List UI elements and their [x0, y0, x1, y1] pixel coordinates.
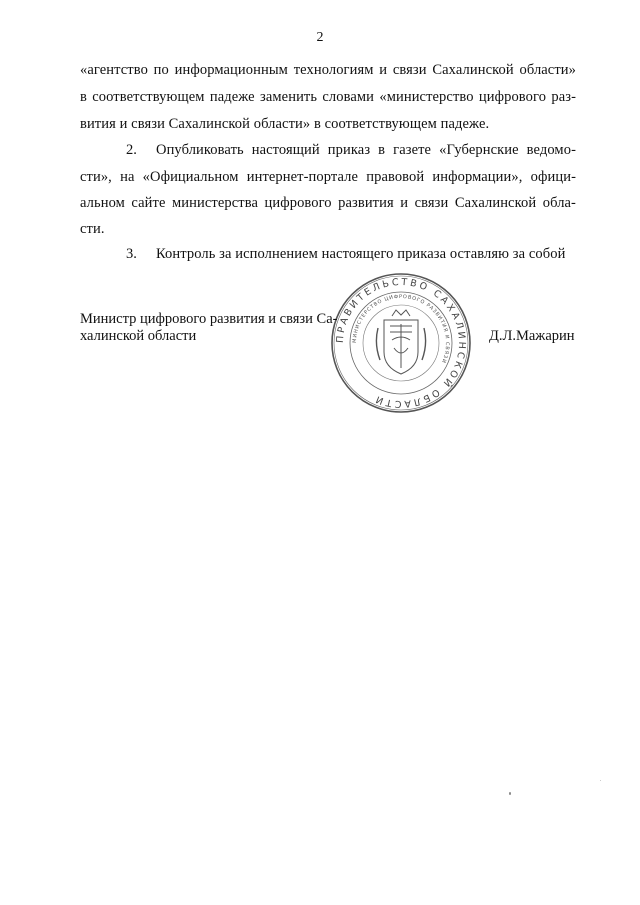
scan-speck	[600, 780, 601, 781]
list-item-2-line-3: альном сайте министерства цифрового развития и связи Сахалинской обла-	[80, 195, 576, 211]
list-item-2-line-2: сти», на «Официальном интернет-портале правовой информации», офици-	[80, 169, 576, 185]
official-seal-icon	[330, 272, 472, 414]
signatory-position-line-1: Министр цифрового развития и связи Са-	[80, 311, 338, 327]
paragraph-1-line-2: в соответствующем падеже заменить словами «министерство цифрового раз-	[80, 89, 576, 105]
signatory-position-line-2: халинской области	[80, 328, 197, 344]
scan-speck	[509, 792, 511, 795]
signatory-name: Д.Л.Мажарин	[489, 328, 575, 344]
list-item-2-line-1: Опубликовать настоящий приказ в газете «Губернские ведомо-	[156, 142, 576, 158]
paragraph-1-line-3: вития и связи Сахалинской области» в соответствующем падеже.	[80, 116, 490, 132]
seal-outer-text: ПРАВИТЕЛЬСТВО САХАЛИНСКОЙ ОБЛАСТИ	[334, 276, 468, 410]
list-item-3-line-1: Контроль за исполнением настоящего приказа оставляю за собой	[156, 246, 566, 262]
paragraph-1-line-1: «агентство по информационным технологиям и связи Сахалинской области»	[80, 62, 576, 78]
coat-of-arms-icon	[376, 310, 425, 374]
page-number: 2	[316, 30, 324, 45]
seal-inner-text: МИНИСТЕРСТВО ЦИФРОВОГО РАЗВИТИЯ И СВЯЗИ	[351, 293, 451, 365]
list-item-2-number: 2.	[126, 142, 137, 158]
list-item-3-number: 3.	[126, 246, 137, 262]
list-item-2-line-4: сти.	[80, 221, 105, 237]
